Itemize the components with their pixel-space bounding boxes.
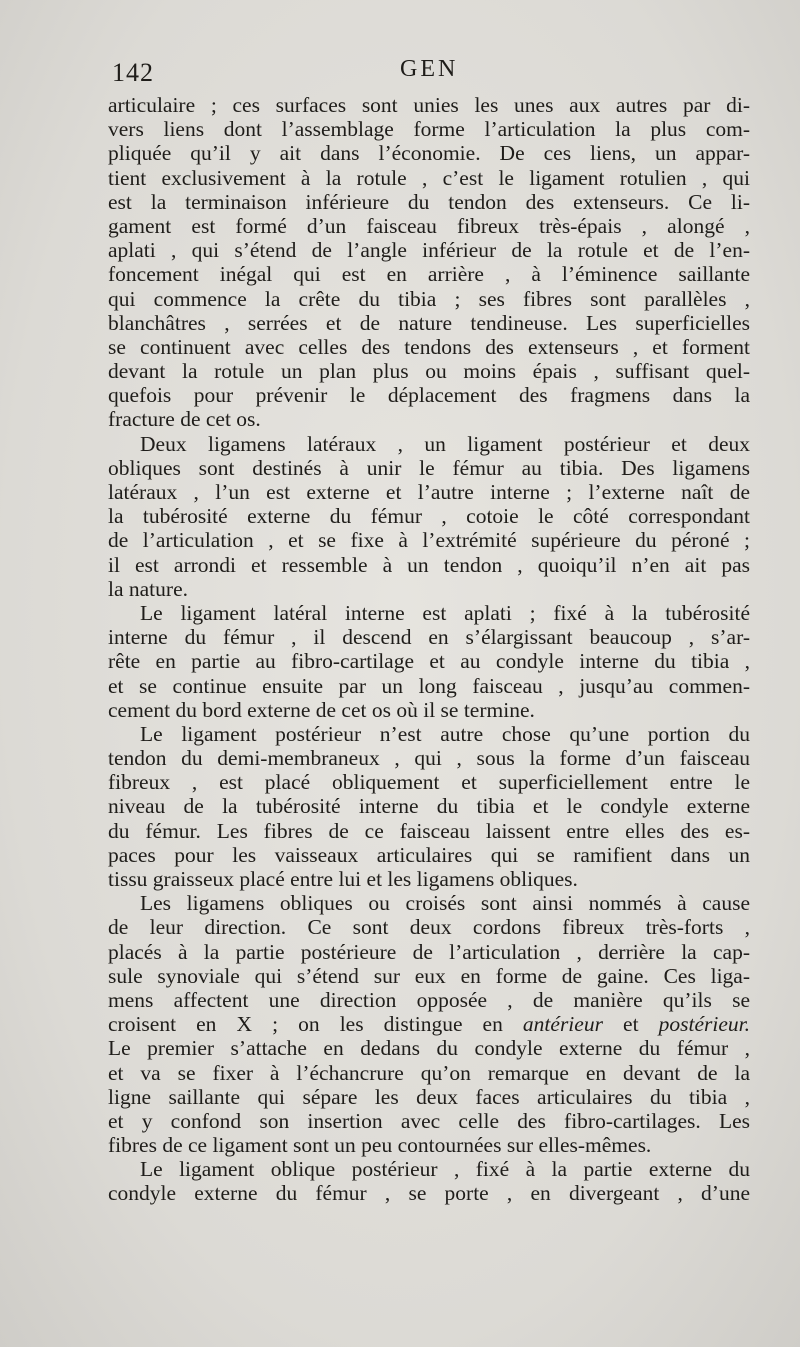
text-line: la nature. <box>108 576 188 601</box>
text-line: tient exclusivement à la rotule , c’est le ligament rotulien , qui <box>108 165 750 190</box>
text-line: Le premier s’attache en dedans du condyle externe du fémur , <box>108 1036 750 1061</box>
text-line: croisent en X ; on les distingue en antérieur et postérieur. <box>108 1012 750 1037</box>
text-line: blanchâtres , serrées et de nature tendineuse. Les superficielles <box>108 310 750 335</box>
text-line: rête en partie au fibro-cartilage et au condyle interne du tibia , <box>108 649 750 674</box>
text-line: articulaire ; ces surfaces sont unies les unes aux autres par di- <box>108 93 750 117</box>
text-line: gament est formé d’un faisceau fibreux très-épais , alongé , <box>108 213 750 238</box>
text-line: de leur direction. Ce sont deux cordons fibreux très-forts , <box>108 915 750 940</box>
text-line: latéraux , l’un est externe et l’autre interne ; l’externe naît de <box>108 480 750 504</box>
text-line: qui commence la crête du tibia ; ses fibres sont parallèles , <box>108 286 750 311</box>
text-line: pliquée qu’il y ait dans l’économie. De ces liens, un appar- <box>108 141 750 166</box>
text-line: fracture de cet os. <box>108 407 261 432</box>
text-line: quefois pour prévenir le déplacement des fragmens dans la <box>108 383 750 408</box>
text-line: cement du bord externe de cet os où il se termine. <box>108 697 535 722</box>
text-line: de l’articulation , et se fixe à l’extrémité supérieure du péroné ; <box>108 528 750 553</box>
text-line: tissu graisseux placé entre lui et les ligamens obliques. <box>108 867 578 891</box>
text-line: Deux ligamens latéraux , un ligament postérieur et deux <box>140 431 750 456</box>
page-number: 142 <box>112 58 154 87</box>
body-text <box>108 93 750 1206</box>
text-line: niveau de la tubérosité interne du tibia et le condyle externe <box>108 794 750 819</box>
text-line: du fémur. Les fibres de ce faisceau laissent entre elles des es- <box>108 818 750 843</box>
text-line: placés à la partie postérieure de l’articulation , derrière la cap- <box>108 939 750 964</box>
text-line: Le ligament postérieur n’est autre chose qu’une portion du <box>140 721 750 746</box>
text-line: ligne saillante qui sépare les deux faces articulaires du tibia , <box>108 1084 750 1109</box>
text-line: fibreux , est placé obliquement et superficiellement entre le <box>108 770 750 795</box>
text-line: Le ligament oblique postérieur , fixé à la partie externe du <box>140 1157 750 1182</box>
text-line: mens affectent une direction opposée , de manière qu’ils se <box>108 987 750 1012</box>
text-line: se continuent avec celles des tendons des extenseurs , et forment <box>108 334 750 359</box>
text-line: Le ligament latéral interne est aplati ; fixé à la tubérosité <box>140 600 750 625</box>
running-head <box>110 56 750 90</box>
text-line: fibres de ce ligament sont un peu contournées sur elles-mêmes. <box>108 1133 652 1158</box>
text-line: obliques sont destinés à unir le fémur au tibia. Des ligamens <box>108 455 750 480</box>
text-line: devant la rotule un plan plus ou moins épais , suffisant quel- <box>108 359 750 384</box>
text-line: aplati , qui s’étend de l’angle inférieur de la rotule et de l’en- <box>108 238 750 263</box>
text-line: paces pour les vaisseaux articulaires qui se ramifient dans un <box>108 842 750 867</box>
text-line: et se continue ensuite par un long faisceau , jusqu’au commen- <box>108 673 750 698</box>
text-line: sule synoviale qui s’étend sur eux en forme de gaine. Ces liga- <box>108 963 750 988</box>
text-line: interne du fémur , il descend en s’élargissant beaucoup , s’ar- <box>108 625 750 650</box>
running-head-word: GEN <box>400 56 459 82</box>
text-line: foncement inégal qui est en arrière , à l’éminence saillante <box>108 262 750 287</box>
text-line: condyle externe du fémur , se porte , en divergeant , d’une <box>108 1181 750 1206</box>
text-line: il est arrondi et ressemble à un tendon , quoiqu’il n’en ait pas <box>108 552 750 577</box>
text-line: tendon du demi-membraneux , qui , sous la forme d’un faisceau <box>108 746 750 771</box>
text-line: Les ligamens obliques ou croisés sont ainsi nommés à cause <box>140 891 750 916</box>
text-line: la tubérosité externe du fémur , cotoie le côté correspondant <box>108 504 750 529</box>
text-line: est la terminaison inférieure du tendon des extenseurs. Ce li- <box>108 189 750 214</box>
text-line: vers liens dont l’assemblage forme l’articulation la plus com- <box>108 117 750 142</box>
text-line: et y confond son insertion avec celle des fibro-cartilages. Les <box>108 1108 750 1133</box>
text-line: et va se fixer à l’échancrure qu’on remarque en devant de la <box>108 1060 750 1085</box>
